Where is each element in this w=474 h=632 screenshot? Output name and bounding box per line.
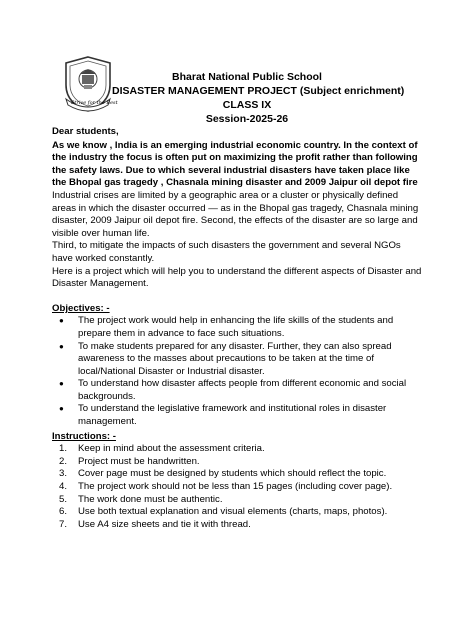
list-item: ● To understand how disaster affects people from different economic and social backgrounds.	[52, 378, 424, 403]
list-item	[52, 481, 424, 494]
item-text: Keep in mind about the assessment criteria.	[78, 443, 265, 455]
list-item	[52, 519, 424, 532]
item-text: Cover page must be designed by students which should reflect the topic.	[78, 468, 387, 480]
school-name: Bharat National Public School	[172, 71, 322, 83]
paragraph-3: Here is a project which will help you to understand the different aspects of Disaster and Disaster Management.	[52, 265, 422, 290]
document-body	[52, 126, 424, 531]
class-label: CLASS IX	[222, 99, 272, 111]
list-item: ● The project work would help in enhancing the life skills of the students and prepare them in advance to face such situations.	[52, 315, 424, 340]
list-item	[52, 443, 424, 456]
item-number: 3.	[59, 468, 68, 480]
item-text: The project work should not be less than 15 pages (including cover page).	[78, 481, 393, 493]
objectives-heading: Objectives: -	[52, 302, 110, 314]
list-item	[52, 468, 424, 481]
logo-motto: Strive for the Best	[71, 100, 118, 106]
item-number: 5.	[59, 493, 68, 505]
list-item: ● To understand the legislative framework and institutional roles in disaster management.	[52, 403, 424, 428]
paragraph-1: Industrial crises are limited by a geographic area or a cluster or physically defined areas in which the disaster occurred — as in the Bhopal gas tragedy, Chasnala mining disaster, 2009 Jaipur oil depot fire. Second, the effects of the disaster are so large and visible over human life.	[52, 189, 419, 239]
item-text: Use both textual explanation and visual elements (charts, maps, photos).	[78, 506, 388, 518]
item-number: 7.	[59, 518, 68, 530]
list-item	[52, 456, 424, 469]
objectives-list	[52, 315, 424, 428]
intro-paragraph: As we know , India is an emerging industrial economic country. In the context of the industry the focus is often put on maximizing the profit rather than following the safety laws. Due to which several industrial disasters have taken place like the Bhopal gas tragedy , Chasnala mining disaster and 2009 Jaipur oil depot fire	[52, 139, 418, 189]
paragraph-2: Third, to mitigate the impacts of such disasters the government and several NGOs have worked constantly.	[52, 240, 401, 264]
item-number: 2.	[59, 455, 68, 467]
item-number: 4.	[59, 481, 68, 493]
item-text: Project must be handwritten.	[78, 455, 200, 467]
list-item	[52, 506, 424, 519]
item-number: 1.	[59, 443, 68, 455]
document-header	[112, 70, 405, 126]
greeting: Dear students,	[52, 126, 119, 137]
list-item	[52, 494, 424, 507]
item-text: The work done must be authentic.	[78, 493, 223, 505]
instructions-list	[52, 443, 424, 531]
instructions-heading: Instructions: -	[52, 430, 116, 442]
list-item: ● To make students prepared for any disaster. Further, they can also spread awareness to the masses about precautions to be taken at the time of local/National Disaster or Industrial disaster.	[52, 341, 424, 379]
item-number: 6.	[59, 506, 68, 518]
session-label: Session-2025-26	[205, 113, 289, 125]
school-logo	[62, 55, 118, 115]
item-text: Use A4 size sheets and tie it with thread.	[78, 518, 251, 530]
project-title: DISASTER MANAGEMENT PROJECT (Subject enrichment)	[112, 85, 405, 97]
